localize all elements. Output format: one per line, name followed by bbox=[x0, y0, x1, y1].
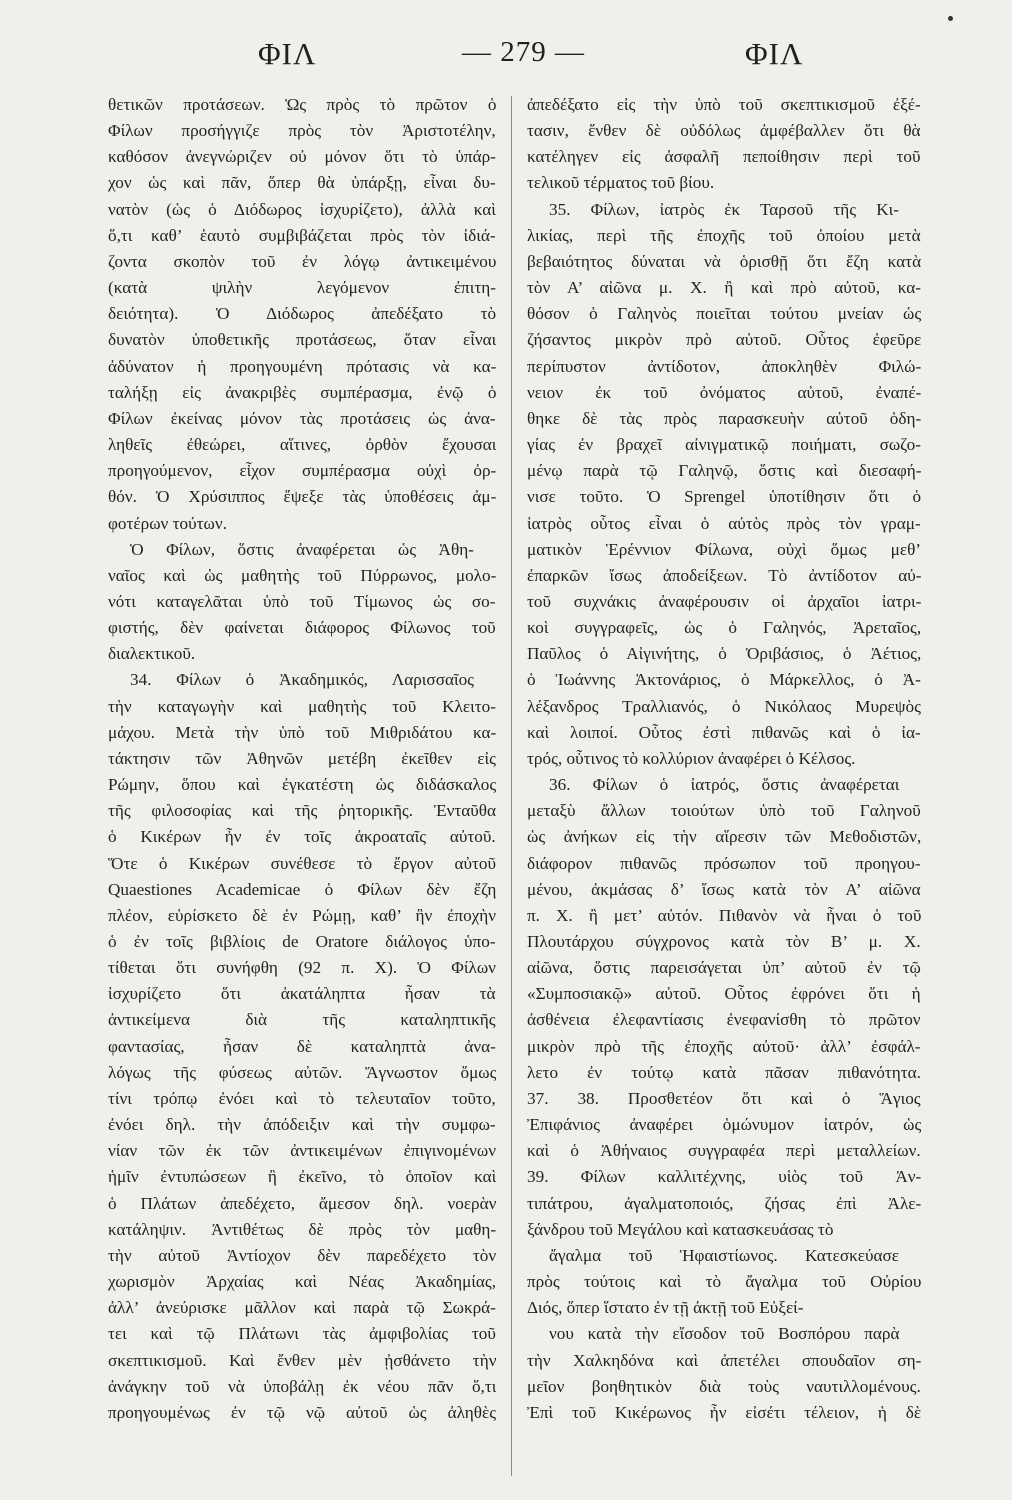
running-head bbox=[0, 36, 1012, 80]
right-column-line: τασιν, ἔνθεν δὲ οὐδόλως ἀμφέβαλλεν ὅτι θὰ bbox=[527, 121, 921, 141]
left-column-line: ληθεῖς ἐθεώρει, αἵτινες, ὀρθὸν ἔχουσαι bbox=[108, 435, 496, 455]
left-column-line: δειότητα). Ὁ Διόδωρος ἀπεδέξατο τὸ bbox=[108, 304, 496, 324]
left-column-line: ἀδύνατον ἡ προηγουμένη πρότασις νὰ κα- bbox=[108, 356, 496, 376]
left-column-line: Φίλων ἐκείνας μόνον τὰς προτάσεις ὡς ἀνα- bbox=[108, 408, 496, 428]
right-column bbox=[527, 92, 921, 1482]
left-column-line: ἀνάγκην τοῦ νὰ ὑποβάλῃ ἐκ νέου πᾶν ὅ,τι bbox=[108, 1376, 496, 1396]
left-column-line: φιστής, δὲν φαίνεται διάφορος Φίλωνος τοῦ bbox=[108, 618, 496, 638]
right-column-line: λέξανδρος Τραλλιανός, ὁ Νικόλαος Μυρεψὸς bbox=[527, 696, 921, 716]
ink-speck bbox=[948, 16, 953, 21]
right-column-line: ξάνδρου τοῦ Μεγάλου καὶ κατασκευάσας τὸ bbox=[527, 1219, 834, 1239]
left-column-line: (κατὰ ψιλὴν λεγόμενον ἐπιτη- bbox=[108, 278, 496, 298]
right-column-line: λικίας, περὶ τῆς ἐποχῆς τοῦ ὁποίου μετὰ bbox=[527, 225, 921, 245]
right-column-line: Διός, ὅπερ ἵστατο ἐν τῇ ἀκτῇ τοῦ Εὐξεί- bbox=[527, 1298, 804, 1318]
right-column-line: 35. Φίλων, ἰατρὸς ἐκ Ταρσοῦ τῆς Κι- bbox=[549, 199, 899, 219]
right-column-line: μεταξὺ ἄλλων τοιούτων ὑπὸ τοῦ Γαληνοῦ bbox=[527, 801, 921, 821]
left-column-line: τάκτησιν τῶν Ἀθηνῶν μετέβη ἐκεῖθεν εἰς bbox=[108, 748, 496, 768]
left-column-line: Φίλων προσήγγιζε πρὸς τὸν Ἀριστοτέλην, bbox=[108, 121, 496, 141]
left-column-line: ἐνόει δηλ. τὴν ἀπόδειξιν καὶ τὴν συμφω- bbox=[108, 1115, 496, 1135]
right-column-line: ματικὸν Ἑρέννιον Φίλωνα, οὐχὶ ὅμως μεθ’ bbox=[527, 539, 921, 559]
left-column-line: ὁ Κικέρων ἦν ἐν τοῖς ἀκροαταῖς αὐτοῦ. bbox=[108, 827, 496, 847]
left-column-line: μάχου. Μετὰ τὴν ὑπὸ τοῦ Μιθριδάτου κα- bbox=[108, 722, 496, 742]
right-column-line: μεῖον βοηθητικὸν διὰ τοὺς ναυτιλλομένους. bbox=[527, 1376, 921, 1396]
left-column-line: ὅ,τι καθ’ ἑαυτὸ συμβιβάζεται πρὸς τὸν ἰδιά- bbox=[108, 225, 496, 245]
right-column-line: νου κατὰ τὴν εἴσοδον τοῦ Βοσπόρου παρὰ bbox=[549, 1324, 900, 1344]
right-column-line: λετο ἐν τούτῳ κατὰ πᾶσαν πιθανότητα. bbox=[527, 1062, 921, 1082]
left-column-line: σκεπτικισμοῦ. Καὶ ἔνθεν μὲν ᾐσθάνετο τὴν bbox=[108, 1350, 496, 1370]
left-column-line: ὁ ἐν τοῖς βιβλίοις de Oratore διάλογος ὑπο- bbox=[108, 932, 496, 951]
right-column-line: ὡς ἀνήκων εἰς τὴν αἵρεσιν τῶν Μεθοδιστῶν, bbox=[527, 827, 921, 847]
right-column-line: διάφορον πιθανῶς πρόσωπον τοῦ προηγου- bbox=[527, 853, 921, 873]
right-column-line: βεβαιότητος δύναται νὰ ὁρισθῇ ὅτι ἔζη κατὰ bbox=[527, 251, 921, 271]
right-column-line: ὁ Ἰωάννης Ἀκτονάριος, ὁ Μάρκελλος, ὁ Ἀ- bbox=[527, 670, 921, 690]
left-column-line: Ὁ Φίλων, ὅστις ἀναφέρεται ὡς Ἀθη- bbox=[130, 539, 474, 559]
left-column-line: ναῖος καὶ ὡς μαθητὴς τοῦ Πύρρωνος, μολο- bbox=[108, 565, 496, 585]
right-column-line: τὴν Χαλκηδόνα καὶ ἀπετέλει σπουδαῖον ση- bbox=[527, 1350, 921, 1370]
left-column-line: χωρισμὸν Ἀρχαίας καὶ Νέας Ἀκαδημίας, bbox=[108, 1272, 496, 1292]
right-column-line: ἐπαρκῶν ἴσως ἀποδείξεων. Τὸ ἀντίδοτον αὐ- bbox=[527, 565, 921, 585]
right-column-line: τελικοῦ τέρματος τοῦ βίου. bbox=[527, 173, 715, 193]
left-column-line: φοτέρων τούτων. bbox=[108, 513, 227, 533]
right-column-line: τιπάτρου, ἀγαλματοποιός, ζήσας ἐπὶ Ἀλε- bbox=[527, 1193, 921, 1213]
left-column-line: χον ὡς καὶ πᾶν, ὅπερ θὰ ὑπάρξῃ, εἶναι δυ- bbox=[108, 173, 496, 193]
left-column-line: θετικῶν προτάσεων. Ὡς πρὸς τὸ πρῶτον ὁ bbox=[108, 95, 496, 114]
left-column-line: προηγουμένως ἐν τῷ νῷ αὐτοῦ ὡς ἀληθὲς bbox=[108, 1402, 496, 1422]
right-column-line: αἰῶνα, ὅστις παρεισάγεται ὑπ’ αὐτοῦ ἐν τῷ bbox=[527, 958, 921, 978]
right-column-line: π. Χ. ἢ μετ’ αὐτόν. Πιθανὸν νὰ ἦναι ὁ τοῦ bbox=[527, 905, 921, 925]
right-column-line: 36. Φίλων ὁ ἰατρός, ὅστις ἀναφέρεται bbox=[549, 775, 900, 795]
right-column-line: 37. 38. Προσθετέον ὅτι καὶ ὁ Ἅγιος bbox=[527, 1088, 921, 1108]
left-column-line: νότι καταγελᾶται ὑπὸ τοῦ Τίμωνος ὡς σο- bbox=[108, 591, 496, 611]
right-column-line: μένῳ παρὰ τῷ Γαληνῷ, ὅστις καὶ διεσαφή- bbox=[527, 461, 921, 481]
page-number: — 279 — bbox=[462, 36, 585, 68]
right-column-line: ἄγαλμα τοῦ Ἡφαιστίωνος. Κατεσκεύασε bbox=[549, 1245, 900, 1265]
left-column-line: ἰσχυρίζετο ὅτι ἀκατάληπτα ἦσαν τὰ bbox=[108, 984, 496, 1004]
left-column-line: πλέον, εὑρίσκετο δὲ ἐν Ρώμῃ, καθ’ ἣν ἐποχὴν bbox=[108, 905, 496, 925]
left-column-line: ἀλλ’ ἀνεύρισκε μᾶλλον καὶ παρὰ τῷ Σωκρά- bbox=[108, 1298, 496, 1318]
left-column-line: ἀντικείμενα διὰ τῆς καταληπτικῆς bbox=[108, 1010, 496, 1030]
running-head-right: ΦΙΛ bbox=[745, 36, 804, 71]
left-column-line: ζοντα σκοπὸν τοῦ ἐν λόγῳ ἀντικειμένου bbox=[108, 251, 496, 271]
right-column-line: ζήσαντος μικρὸν πρὸ αὐτοῦ. Οὗτος ἐφεῦρε bbox=[527, 330, 921, 350]
right-column-line: μένου, ἀκμάσας δ’ ἴσως κατὰ τὸν Α’ αἰῶνα bbox=[527, 879, 921, 899]
right-column-line: Πλουτάρχου σύγχρονος κατὰ τὸν Β’ μ. Χ. bbox=[527, 932, 921, 951]
running-head-left: ΦΙΛ bbox=[258, 36, 317, 71]
right-column-line: μικρὸν πρὸ τῆς ἐποχῆς αὐτοῦ· ἀλλ’ ἐσφάλ- bbox=[527, 1036, 921, 1056]
right-column-line: τὸν Α’ αἰῶνα μ. Χ. ἢ καὶ πρὸ αὐτοῦ, κα- bbox=[527, 278, 921, 298]
left-column-line: τίθεται ὅτι συνήφθη (92 π. Χ). Ὁ Φίλων bbox=[108, 958, 496, 978]
right-column-line: περίπυστον ἀντίδοτον, ἀποκληθὲν Φιλώ- bbox=[527, 356, 921, 376]
right-column-line: καὶ ὁ Ἀθήναιος συγγραφέα περὶ μεταλλείων. bbox=[527, 1141, 921, 1161]
right-column-line: ἰατρὸς οὗτος εἶναι ὁ αὐτὸς πρὸς τὸν γραμ- bbox=[527, 513, 921, 533]
right-column-line: ἀπεδέξατο εἰς τὴν ὑπὸ τοῦ σκεπτικισμοῦ ἐξέ- bbox=[527, 95, 921, 114]
right-column-line: νειον ἐκ τοῦ ὀνόματος αὐτοῦ, ἐναπέ- bbox=[527, 382, 921, 402]
left-column-line: ταλήξῃ εἰς ἀνακριβὲς συμπέρασμα, ἐνῷ ὁ bbox=[108, 382, 496, 402]
right-column-line: τρός, οὗτινος τὸ κολλύριον ἀναφέρει ὁ Κέλσος. bbox=[527, 748, 856, 768]
left-column-line: ὁ Πλάτων ἀπεδέχετο, ἄμεσον δηλ. νοερὰν bbox=[108, 1193, 496, 1213]
left-column-line: λόγως τῆς φύσεως αὐτῶν. Ἄγνωστον ὅμως bbox=[108, 1062, 496, 1082]
left-column-line: νατὸν (ὡς ὁ Διόδωρος ἰσχυρίζετο), ἀλλὰ καὶ bbox=[108, 199, 496, 219]
left-column-line: τῆς φιλοσοφίας καὶ τῆς ῥητορικῆς. Ἐνταῦθα bbox=[108, 801, 496, 821]
right-column-line: κοὶ συγγραφεῖς, ὡς ὁ Γαληνός, Ἀρεταῖος, bbox=[527, 618, 921, 638]
left-column-line: κατάληψιν. Ἀντιθέτως δὲ πρὸς τὸν μαθη- bbox=[108, 1219, 496, 1239]
left-column-line: διαλεκτικοῦ. bbox=[108, 644, 196, 664]
right-column-line: Παῦλος ὁ Αἰγινήτης, ὁ Ὀριβάσιος, ὁ Ἀέτιος, bbox=[527, 644, 921, 664]
right-column-line: ἀσθένεια ἐλεφαντίασις ἐνεφανίσθη τὸ πρῶτον bbox=[527, 1010, 921, 1030]
left-column-line: καθόσον ἀνεγνώριζεν οὐ μόνον ὅτι τὸ ὑπάρ- bbox=[108, 147, 496, 167]
left-column-line: τὴν καταγωγὴν καὶ μαθητὴς τοῦ Κλειτο- bbox=[108, 696, 496, 716]
left-column-line: φαντασίας, ἦσαν δὲ καταληπτὰ ἀνα- bbox=[108, 1036, 496, 1056]
column-divider bbox=[511, 96, 512, 1476]
left-column-line: Ὅτε ὁ Κικέρων συνέθεσε τὸ ἔργον αὐτοῦ bbox=[108, 853, 496, 873]
left-column-line: τει καὶ τῷ Πλάτωνι τὰς ἀμφιβολίας τοῦ bbox=[108, 1324, 496, 1344]
left-column bbox=[108, 92, 496, 1482]
right-column-line: γίας ἐν βραχεῖ αἰνιγματικῷ ποιήματι, σωζο- bbox=[527, 435, 921, 455]
right-column-line: Ἐπιφάνιος ἀναφέρει ὁμώνυμον ἰατρόν, ὡς bbox=[527, 1115, 921, 1135]
right-column-line: Ἐπὶ τοῦ Κικέρωνος ἦν εἰσέτι τέλειον, ἡ δὲ bbox=[527, 1402, 921, 1422]
left-column-line: δυνατὸν ὑποθετικῆς προτάσεως, ὅταν εἶναι bbox=[108, 330, 496, 350]
left-column-line: νίαν τῶν ἐκ τῶν ἀντικειμένων ἐπιγινομένων bbox=[108, 1141, 496, 1161]
left-column-line: τὴν αὐτοῦ Ἀντίοχον δὲν παρεδέχετο τὸν bbox=[108, 1245, 496, 1265]
right-column-line: καὶ λοιποί. Οὗτος ἐστὶ πιθανῶς καὶ ὁ ἰα- bbox=[527, 722, 921, 742]
left-column-line: Ρώμην, ὅπου καὶ ἐγκατέστη ὡς διδάσκαλος bbox=[108, 775, 496, 795]
left-column-line: προηγούμενον, εἶχον συμπέρασμα οὐχὶ ὀρ- bbox=[108, 461, 496, 481]
right-column-line: θόσον ὁ Γαληνὸς ποιεῖται τούτου μνείαν ὡς bbox=[527, 304, 921, 324]
right-column-line: τοῦ συχνάκις ἀναφέρουσιν οἱ ἀρχαῖοι ἰατρι- bbox=[527, 591, 921, 611]
left-column-line: θόν. Ὁ Χρύσιππος ἔψεξε τὰς ὑποθέσεις ἀμ- bbox=[108, 487, 496, 507]
right-column-line: κατέληγεν εἰς ἀσφαλῆ πεποίθησιν περὶ τοῦ bbox=[527, 147, 921, 167]
right-column-line: 39. Φίλων καλλιτέχνης, υἱὸς τοῦ Ἀν- bbox=[527, 1167, 921, 1187]
right-column-line: πρὸς τούτοις καὶ τὸ ἄγαλμα τοῦ Οὐρίου bbox=[527, 1272, 921, 1292]
right-column-line: νισε τοῦτο. Ὁ Sprengel ὑποτίθησιν ὅτι ὁ bbox=[527, 487, 921, 507]
left-column-line: Quaestiones Academicae ὁ Φίλων δὲν ἔζη bbox=[108, 879, 496, 899]
left-column-line: ἡμῖν ἐντυπώσεων ἢ ἐκεῖνο, τὸ ὁποῖον καὶ bbox=[108, 1167, 496, 1187]
right-column-line: «Συμποσιακῷ» αὐτοῦ. Οὗτος ἐφρόνει ὅτι ἡ bbox=[527, 984, 921, 1004]
left-column-line: τίνι τρόπῳ ἐνόει καὶ τὸ τελευταῖον τοῦτο, bbox=[108, 1088, 496, 1108]
left-column-line: 34. Φίλων ὁ Ἀκαδημικός, Λαρισσαῖος bbox=[130, 670, 474, 690]
right-column-line: θηκε δὲ τὰς πρὸς παρασκευὴν αὐτοῦ ὁδη- bbox=[527, 408, 921, 428]
